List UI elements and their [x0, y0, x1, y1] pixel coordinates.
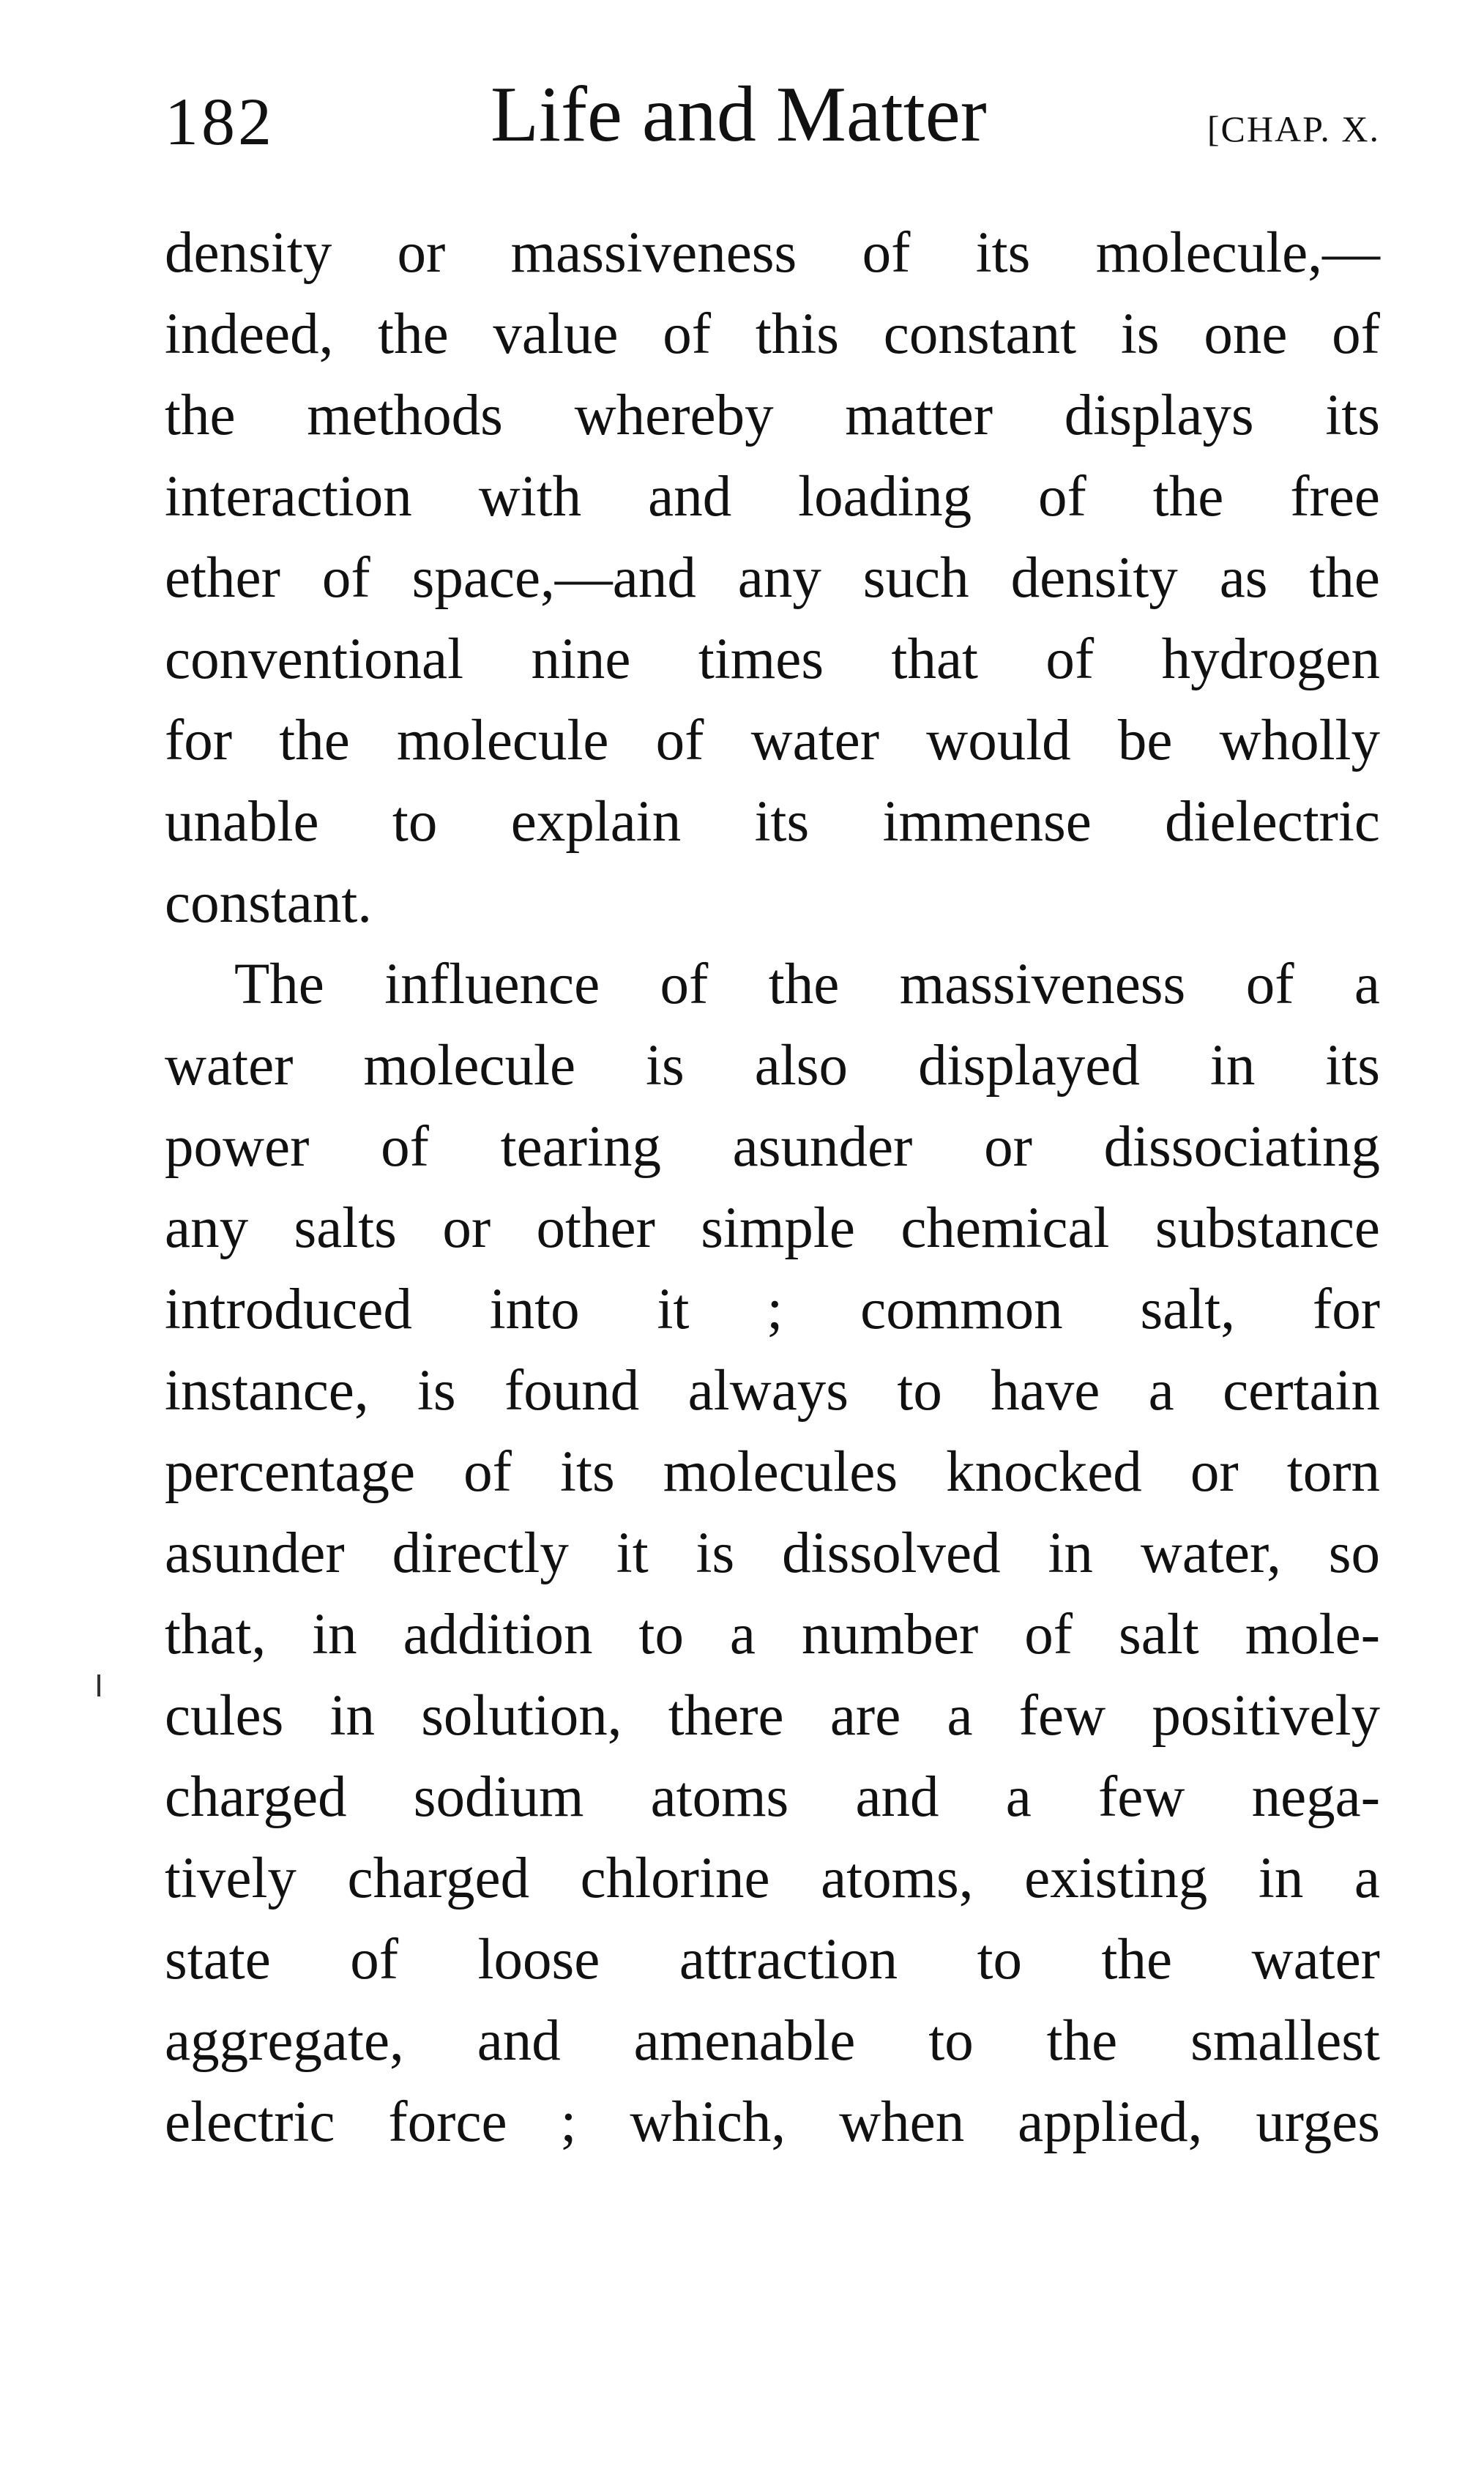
paragraph: [165, 944, 1380, 2163]
text-line: tively charged chlorine atoms, existing in a: [165, 1847, 1380, 1910]
text-line: any salts or other simple chemical substance: [165, 1196, 1380, 1260]
text-line: indeed, the value of this constant is one of: [165, 302, 1380, 366]
text-line: cules in solution, there are a few positively: [165, 1684, 1380, 1748]
text-line: conventional nine times that of hydrogen: [165, 627, 1380, 691]
text-line: power of tearing asunder or dissociating: [165, 1115, 1380, 1179]
text-line: interaction with and loading of the free: [165, 465, 1380, 529]
body-text: [165, 212, 1380, 2163]
chapter-reference: [CHAP. X.: [1207, 108, 1380, 149]
margin-mark: [97, 1675, 100, 1696]
text-line: instance, is found always to have a certain: [165, 1359, 1380, 1423]
text-line: the methods whereby matter displays its: [165, 384, 1380, 447]
text-line: aggregate, and amenable to the smallest: [165, 2009, 1380, 2073]
text-line: state of loose attraction to the water: [165, 1928, 1380, 1992]
text-line: introduced into it ; common salt, for: [165, 1278, 1380, 1341]
text-line: constant.: [165, 871, 373, 935]
text-line: charged sodium atoms and a few nega-: [165, 1765, 1380, 1829]
page-number: 182: [165, 84, 275, 159]
running-title: Life and Matter: [491, 71, 987, 158]
text-line: unable to explain its immense dielectric: [165, 790, 1380, 854]
text-line: asunder directly it is dissolved in water, so: [165, 1521, 1380, 1585]
text-line: water molecule is also displayed in its: [165, 1034, 1380, 1098]
text-line: for the molecule of water would be wholly: [165, 709, 1380, 772]
paragraph: [165, 212, 1380, 944]
running-header: [165, 70, 1380, 157]
text-line: ether of space,—and any such density as the: [165, 546, 1380, 610]
text-line: density or massiveness of its molecule,—: [165, 221, 1380, 285]
text-line: electric force ; which, when applied, urges: [165, 2090, 1380, 2154]
text-line: percentage of its molecules knocked or torn: [165, 1440, 1380, 1504]
text-line: The influence of the massiveness of a: [234, 953, 1380, 1016]
text-line: that, in addition to a number of salt mole-: [165, 1603, 1380, 1666]
